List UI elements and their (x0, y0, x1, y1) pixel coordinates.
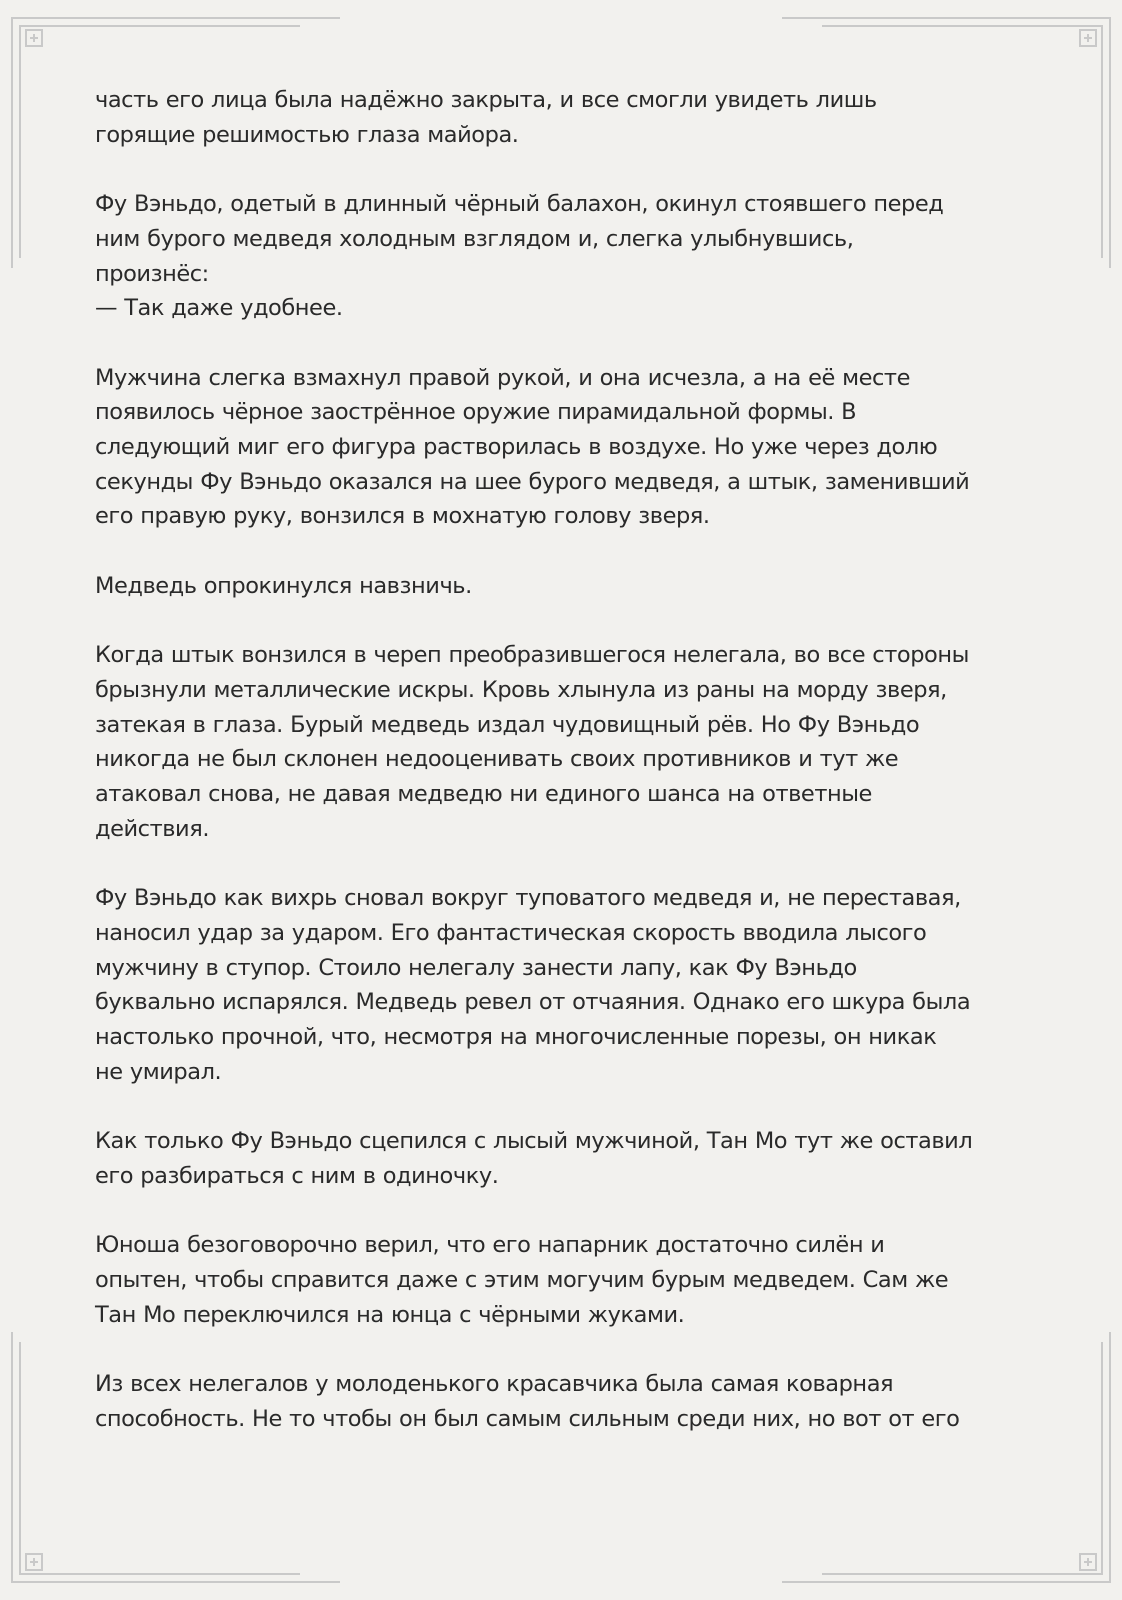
paragraph: Фу Вэньдо как вихрь сновал вокруг туповатого медведя и, не переставая, наносил удар за ударом. Его фантастическая скорость вводила лысого мужчину в ступор. Стоило нелегалу занести лапу, как Фу Вэньдо буквально испарялся. Медведь ревел от отчаяния. Однако его шкура была настолько прочной, что, несмотря на многочисленные порезы, он никак не умирал. (95, 885, 971, 1085)
document-body (95, 83, 1055, 1436)
paragraph: Когда штык вонзился в череп преобразившегося нелегала, во все стороны брызнули металлические искры. Кровь хлынула из раны на морду зверя, затекая в глаза. Бурый медведь издал чудовищный рёв. Но Фу Вэньдо никогда не был склонен недооценивать своих противников и тут же атаковал снова, не давая медведю ни единого шанса на ответные действия. (95, 642, 969, 842)
paragraph: Как только Фу Вэньдо сцепился с лысый мужчиной, Тан Мо тут же оставил его разбираться с ним в одиночку. (95, 1128, 973, 1189)
paragraph: Из всех нелегалов у молоденького красавчика была самая коварная способность. Не то чтобы он был самым сильным среди них, но вот от его (95, 1370, 960, 1432)
paragraph: Юноша безоговорочно верил, что его напарник достаточно силён и опытен, чтобы справится даже с этим могучим бурым медведем. Сам же Тан Мо переключился на юнца с чёрными жуками. (95, 1232, 949, 1328)
paragraph: Фу Вэньдо, одетый в длинный чёрный балахон, окинул стоявшего перед ним бурого медведя холодным взглядом и, слегка улыбнувшись, произнёс: — Так даже удобнее. (95, 191, 944, 322)
paragraph: Медведь опрокинулся навзничь. (95, 572, 472, 599)
paragraph: Мужчина слегка взмахнул правой рукой, и она исчезла, а на её месте появилось чёрное заострённое оружие пирамидальной формы. В следующий миг его фигура растворилась в воздухе. Но уже через долю секунды Фу Вэньдо оказался на шее бурого медведя, а штык, заменивший его правую руку, вонзился в мохнатую голову зверя. (95, 364, 970, 530)
paragraph: часть его лица была надёжно закрыта, и все смогли увидеть лишь горящие решимостью глаза майора. (95, 87, 877, 148)
